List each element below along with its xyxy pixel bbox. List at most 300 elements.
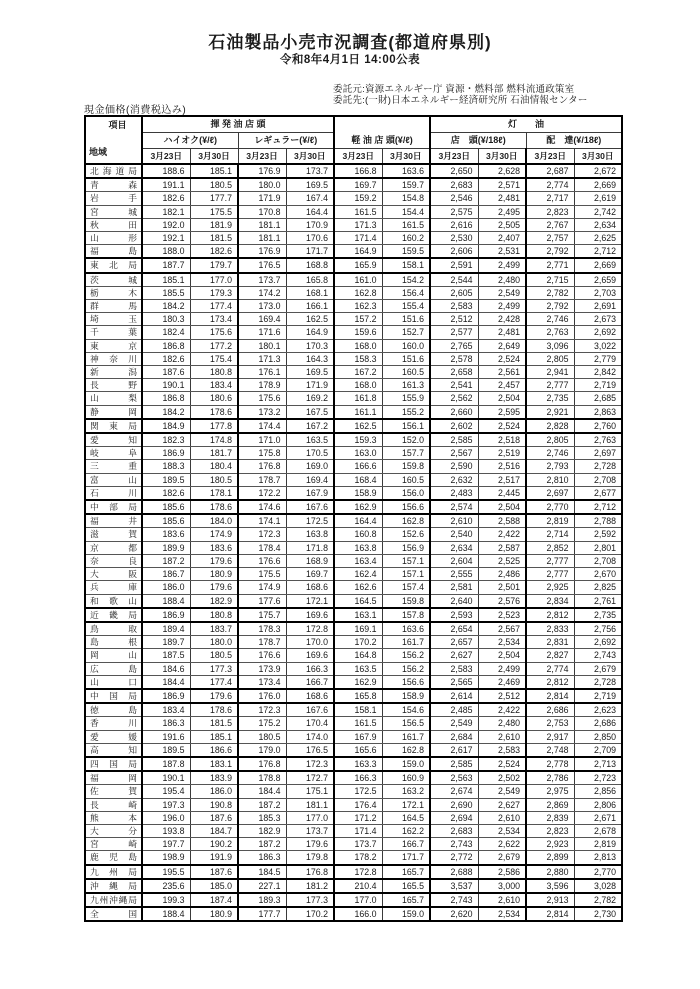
region-name: 山梨 [85, 392, 142, 405]
region-name: 香川 [85, 717, 142, 730]
kerosene-group-header: 灯 油 [430, 116, 622, 133]
price-cell: 2,770 [526, 500, 574, 514]
price-cell: 185.3 [238, 811, 286, 824]
price-cell: 160.2 [382, 232, 430, 245]
prefecture-row [85, 798, 622, 811]
price-cell: 2,712 [574, 245, 622, 259]
price-cell: 159.7 [382, 178, 430, 192]
price-cell: 2,501 [478, 581, 526, 594]
price-cell: 3,596 [526, 879, 574, 893]
price-cell: 2,617 [430, 743, 478, 757]
price-cell: 2,694 [430, 811, 478, 824]
price-cell: 187.6 [190, 865, 238, 879]
bureau-row [85, 907, 622, 921]
price-cell: 2,669 [574, 258, 622, 272]
price-cell: 162.2 [382, 824, 430, 837]
price-cell: 173.4 [238, 675, 286, 689]
prefecture-row [85, 178, 622, 192]
price-cell: 162.8 [382, 743, 430, 757]
region-name: 富山 [85, 473, 142, 486]
price-cell: 190.2 [190, 838, 238, 851]
price-cell: 167.2 [334, 366, 382, 379]
price-cell: 2,640 [430, 594, 478, 608]
price-cell: 174.8 [190, 433, 238, 447]
prefecture-row [85, 514, 622, 528]
price-cell: 2,628 [478, 164, 526, 178]
price-table-body [85, 164, 622, 921]
region-name: 長野 [85, 379, 142, 392]
price-cell: 181.5 [190, 232, 238, 245]
price-cell: 175.7 [238, 608, 286, 622]
price-cell: 163.1 [334, 608, 382, 622]
price-cell: 166.3 [334, 771, 382, 785]
price-cell: 2,708 [574, 554, 622, 567]
price-cell: 180.5 [238, 730, 286, 743]
price-cell: 2,742 [574, 205, 622, 218]
price-cell: 2,792 [526, 245, 574, 259]
commission-to: 委託先:(一財)日本エネルギー経済研究所 石油情報センター [333, 95, 588, 106]
price-cell: 2,583 [430, 662, 478, 675]
price-cell: 180.0 [238, 178, 286, 192]
price-cell: 155.2 [382, 405, 430, 419]
price-cell: 178.7 [238, 636, 286, 649]
region-name: 沖縄局 [85, 879, 142, 893]
price-cell: 168.8 [286, 258, 334, 272]
price-cell: 2,585 [430, 757, 478, 771]
price-cell: 175.6 [238, 392, 286, 405]
prefecture-row [85, 339, 622, 352]
price-cell: 168.6 [286, 689, 334, 703]
price-cell: 2,686 [574, 717, 622, 730]
price-cell: 182.4 [142, 326, 190, 339]
price-cell: 2,495 [478, 205, 526, 218]
price-cell: 186.9 [142, 689, 190, 703]
price-cell: 191.9 [190, 851, 238, 865]
price-cell: 2,788 [574, 514, 622, 528]
price-cell: 2,678 [574, 824, 622, 837]
price-cell: 2,602 [430, 419, 478, 433]
price-cell: 171.3 [334, 218, 382, 231]
price-cell: 178.6 [190, 703, 238, 717]
price-cell: 2,743 [430, 838, 478, 851]
prefecture-row [85, 486, 622, 500]
price-cell: 2,485 [430, 703, 478, 717]
price-cell: 2,583 [478, 743, 526, 757]
price-cell: 163.8 [334, 541, 382, 554]
price-cell: 177.0 [286, 811, 334, 824]
price-cell: 170.0 [286, 636, 334, 649]
price-cell: 152.7 [382, 326, 430, 339]
prefecture-row [85, 366, 622, 379]
price-cell: 182.6 [142, 486, 190, 500]
price-cell: 182.6 [190, 245, 238, 259]
region-name: 岐阜 [85, 447, 142, 460]
price-cell: 189.3 [238, 893, 286, 907]
price-cell: 156.9 [382, 541, 430, 554]
bureau-row [85, 689, 622, 703]
price-cell: 2,606 [430, 245, 478, 259]
price-cell: 2,756 [574, 622, 622, 636]
price-cell: 169.7 [286, 568, 334, 581]
price-cell: 175.1 [286, 785, 334, 798]
price-cell: 180.5 [190, 473, 238, 486]
prefecture-row [85, 473, 622, 486]
price-cell: 2,428 [478, 313, 526, 326]
prefecture-row [85, 703, 622, 717]
price-cell: 2,786 [526, 771, 574, 785]
region-name: 岡山 [85, 649, 142, 662]
price-cell: 2,407 [478, 232, 526, 245]
price-cell: 172.3 [238, 703, 286, 717]
price-cell: 177.0 [190, 273, 238, 287]
kerosene-delivery-header: 配 達(¥/18ℓ) [526, 133, 622, 149]
price-cell: 2,610 [430, 514, 478, 528]
price-cell: 2,502 [478, 771, 526, 785]
price-cell: 2,684 [430, 730, 478, 743]
price-cell: 160.5 [382, 473, 430, 486]
price-cell: 184.4 [238, 785, 286, 798]
price-cell: 2,604 [430, 554, 478, 567]
price-cell: 178.6 [190, 500, 238, 514]
price-cell: 2,567 [478, 622, 526, 636]
region-name: 福井 [85, 514, 142, 528]
price-cell: 2,422 [478, 528, 526, 541]
price-cell: 2,827 [526, 649, 574, 662]
price-cell: 178.8 [238, 771, 286, 785]
price-cell: 187.2 [238, 838, 286, 851]
region-name: 中部局 [85, 500, 142, 514]
prefecture-row [85, 771, 622, 785]
price-cell: 186.9 [142, 447, 190, 460]
price-cell: 169.6 [286, 649, 334, 662]
price-cell: 165.7 [382, 893, 430, 907]
price-cell: 172.5 [286, 514, 334, 528]
price-cell: 2,917 [526, 730, 574, 743]
price-cell: 156.6 [382, 675, 430, 689]
price-cell: 157.7 [382, 447, 430, 460]
price-cell: 2,757 [526, 232, 574, 245]
price-cell: 2,806 [574, 798, 622, 811]
price-cell: 2,480 [478, 273, 526, 287]
kerosene-shop-header: 店 頭(¥/18ℓ) [430, 133, 526, 149]
region-name: 山形 [85, 232, 142, 245]
price-cell: 2,654 [430, 622, 478, 636]
price-cell: 2,649 [478, 339, 526, 352]
price-cell: 2,921 [526, 405, 574, 419]
prefecture-row [85, 838, 622, 851]
price-cell: 177.7 [190, 192, 238, 205]
price-cell: 169.6 [286, 608, 334, 622]
price-cell: 2,581 [430, 581, 478, 594]
commission-block [333, 84, 588, 106]
price-cell: 2,524 [478, 757, 526, 771]
price-cell: 2,685 [574, 392, 622, 405]
price-cell: 2,761 [574, 594, 622, 608]
price-cell: 2,709 [574, 743, 622, 757]
price-cell: 2,723 [574, 771, 622, 785]
price-cell: 159.3 [334, 433, 382, 447]
price-cell: 2,457 [478, 379, 526, 392]
price-cell: 2,587 [478, 541, 526, 554]
price-cell: 170.4 [286, 717, 334, 730]
price-cell: 2,679 [574, 662, 622, 675]
price-cell: 174.6 [238, 500, 286, 514]
price-cell: 172.1 [382, 798, 430, 811]
price-cell: 2,534 [478, 907, 526, 921]
price-cell: 174.4 [238, 419, 286, 433]
price-cell: 2,422 [478, 703, 526, 717]
price-cell: 161.1 [334, 405, 382, 419]
region-name: 近畿局 [85, 608, 142, 622]
price-cell: 168.1 [286, 286, 334, 299]
price-cell: 188.4 [142, 907, 190, 921]
price-cell: 181.1 [238, 218, 286, 231]
price-cell: 2,481 [478, 326, 526, 339]
prefecture-row [85, 811, 622, 824]
price-cell: 2,583 [430, 300, 478, 313]
price-cell: 171.7 [286, 245, 334, 259]
price-cell: 2,576 [478, 594, 526, 608]
price-cell: 2,519 [478, 447, 526, 460]
price-cell: 161.3 [382, 379, 430, 392]
price-cell: 191.6 [142, 730, 190, 743]
price-cell: 183.4 [190, 379, 238, 392]
prefecture-row [85, 245, 622, 259]
price-cell: 165.5 [382, 879, 430, 893]
price-cell: 210.4 [334, 879, 382, 893]
price-cell: 179.6 [286, 838, 334, 851]
price-cell: 177.3 [190, 662, 238, 675]
price-cell: 172.3 [238, 528, 286, 541]
price-cell: 184.2 [142, 300, 190, 313]
region-name: 愛知 [85, 433, 142, 447]
price-cell: 159.0 [382, 757, 430, 771]
price-cell: 185.6 [142, 500, 190, 514]
price-cell: 180.5 [190, 649, 238, 662]
price-cell: 162.9 [334, 675, 382, 689]
price-cell: 186.0 [190, 785, 238, 798]
price-cell: 187.8 [142, 757, 190, 771]
price-cell: 2,562 [430, 392, 478, 405]
price-cell: 2,627 [430, 649, 478, 662]
price-cell: 2,634 [430, 541, 478, 554]
price-cell: 2,622 [478, 838, 526, 851]
price-cell: 174.1 [238, 514, 286, 528]
prefecture-row [85, 851, 622, 865]
price-cell: 2,743 [574, 649, 622, 662]
price-cell: 2,834 [526, 594, 574, 608]
price-cell: 171.7 [382, 851, 430, 865]
price-cell: 2,499 [478, 662, 526, 675]
price-cell: 154.2 [382, 273, 430, 287]
price-cell: 164.8 [334, 649, 382, 662]
price-cell: 177.6 [238, 594, 286, 608]
price-cell: 2,445 [478, 486, 526, 500]
date-header: 3月23日 [142, 149, 190, 165]
price-cell: 155.4 [382, 300, 430, 313]
price-cell: 171.8 [286, 541, 334, 554]
price-cell: 187.4 [190, 893, 238, 907]
region-name: 鹿児島 [85, 851, 142, 865]
price-cell: 2,672 [574, 164, 622, 178]
price-cell: 161.5 [334, 205, 382, 218]
price-cell: 170.3 [286, 339, 334, 352]
price-cell: 2,793 [526, 460, 574, 473]
price-cell: 161.5 [334, 717, 382, 730]
price-cell: 179.6 [190, 581, 238, 594]
regular-header: レギュラー(¥/ℓ) [238, 133, 334, 149]
price-cell: 164.3 [286, 352, 334, 365]
price-cell: 175.8 [238, 447, 286, 460]
price-cell: 171.4 [334, 232, 382, 245]
price-cell: 2,782 [574, 893, 622, 907]
price-cell: 2,697 [526, 486, 574, 500]
price-cell: 172.3 [286, 757, 334, 771]
price-cell: 2,677 [574, 486, 622, 500]
date-header: 3月23日 [430, 149, 478, 165]
price-cell: 162.3 [334, 300, 382, 313]
price-cell: 2,610 [478, 893, 526, 907]
region-name: 大阪 [85, 568, 142, 581]
price-cell: 2,585 [430, 433, 478, 447]
price-cell: 2,620 [430, 907, 478, 921]
price-cell: 185.1 [142, 273, 190, 287]
price-cell: 175.5 [190, 205, 238, 218]
price-cell: 169.7 [334, 178, 382, 192]
price-cell: 163.3 [334, 757, 382, 771]
region-name: 青森 [85, 178, 142, 192]
region-name: 千葉 [85, 326, 142, 339]
price-cell: 2,674 [430, 785, 478, 798]
price-cell: 172.2 [238, 486, 286, 500]
price-cell: 161.0 [334, 273, 382, 287]
price-cell: 2,486 [478, 568, 526, 581]
price-cell: 156.2 [382, 649, 430, 662]
prefecture-row [85, 581, 622, 594]
price-cell: 185.1 [190, 730, 238, 743]
price-cell: 3,028 [574, 879, 622, 893]
price-cell: 2,512 [478, 689, 526, 703]
corner-header-cell [85, 116, 142, 164]
price-cell: 188.6 [142, 164, 190, 178]
price-cell: 163.6 [382, 164, 430, 178]
price-cell: 163.5 [286, 433, 334, 447]
price-cell: 2,735 [526, 392, 574, 405]
price-cell: 172.8 [286, 622, 334, 636]
prefecture-row [85, 785, 622, 798]
price-cell: 160.5 [382, 366, 430, 379]
region-name: 新潟 [85, 366, 142, 379]
price-cell: 2,777 [526, 568, 574, 581]
price-cell: 157.2 [334, 313, 382, 326]
prefecture-row [85, 730, 622, 743]
price-cell: 187.2 [238, 798, 286, 811]
region-name: 島根 [85, 636, 142, 649]
price-cell: 2,650 [430, 164, 478, 178]
price-cell: 235.6 [142, 879, 190, 893]
price-cell: 172.7 [286, 771, 334, 785]
price-cell: 179.6 [190, 554, 238, 567]
price-cell: 177.7 [238, 907, 286, 921]
date-header: 3月30日 [478, 149, 526, 165]
price-cell: 2,499 [478, 300, 526, 313]
price-cell: 175.2 [238, 717, 286, 730]
price-cell: 2,767 [526, 218, 574, 231]
price-cell: 2,810 [526, 473, 574, 486]
price-cell: 168.6 [286, 581, 334, 594]
price-cell: 2,717 [526, 192, 574, 205]
price-cell: 175.6 [190, 326, 238, 339]
price-cell: 187.5 [142, 649, 190, 662]
price-cell: 2,524 [478, 419, 526, 433]
price-cell: 176.1 [238, 366, 286, 379]
price-cell: 2,765 [430, 339, 478, 352]
price-cell: 2,525 [478, 554, 526, 567]
price-cell: 164.5 [334, 594, 382, 608]
region-name: 福岡 [85, 771, 142, 785]
price-cell: 167.6 [286, 500, 334, 514]
price-cell: 2,805 [526, 433, 574, 447]
price-cell: 166.7 [286, 675, 334, 689]
price-cell: 2,688 [430, 865, 478, 879]
price-cell: 2,743 [430, 893, 478, 907]
price-cell: 171.3 [238, 352, 286, 365]
price-cell: 2,819 [574, 838, 622, 851]
price-cell: 173.7 [334, 838, 382, 851]
price-cell: 183.1 [190, 757, 238, 771]
price-cell: 2,670 [574, 568, 622, 581]
price-cell: 176.4 [334, 798, 382, 811]
region-name: 大分 [85, 824, 142, 837]
price-cell: 2,549 [478, 286, 526, 299]
price-cell: 156.4 [382, 286, 430, 299]
region-name: 和歌山 [85, 594, 142, 608]
date-header: 3月30日 [190, 149, 238, 165]
price-cell: 161.8 [334, 392, 382, 405]
price-cell: 163.2 [382, 785, 430, 798]
price-cell: 2,814 [526, 689, 574, 703]
price-cell: 151.6 [382, 313, 430, 326]
price-cell: 2,605 [430, 286, 478, 299]
price-cell: 2,833 [526, 622, 574, 636]
price-cell: 2,659 [574, 273, 622, 287]
price-cell: 165.8 [334, 689, 382, 703]
price-cell: 189.5 [142, 473, 190, 486]
prefecture-row [85, 205, 622, 218]
prefecture-row [85, 649, 622, 662]
price-cell: 2,763 [574, 433, 622, 447]
price-cell: 152.0 [382, 433, 430, 447]
price-cell: 2,823 [526, 824, 574, 837]
prefecture-row [85, 594, 622, 608]
price-cell: 164.4 [286, 205, 334, 218]
price-cell: 170.9 [286, 218, 334, 231]
price-cell: 2,753 [526, 717, 574, 730]
prefecture-row [85, 326, 622, 339]
price-cell: 2,825 [574, 581, 622, 594]
prefecture-row [85, 313, 622, 326]
price-cell: 159.2 [334, 192, 382, 205]
price-cell: 154.4 [382, 205, 430, 218]
prefecture-row [85, 554, 622, 567]
price-cell: 2,669 [574, 178, 622, 192]
price-cell: 183.6 [142, 528, 190, 541]
price-cell: 192.0 [142, 218, 190, 231]
price-cell: 184.9 [142, 419, 190, 433]
price-cell: 170.5 [286, 447, 334, 460]
price-cell: 177.0 [334, 893, 382, 907]
price-cell: 197.7 [142, 838, 190, 851]
